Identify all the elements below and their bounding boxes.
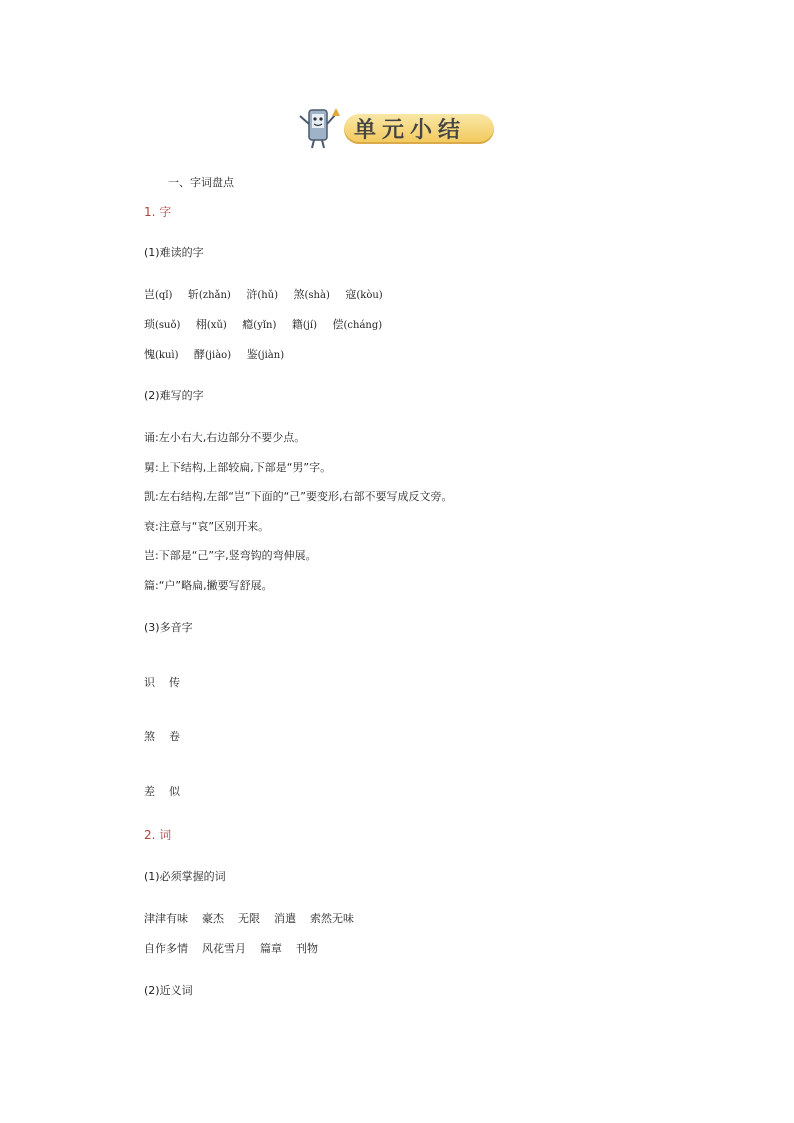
hard-write-item: 诵:左小右大,右边部分不要少点。 [144,431,306,444]
char-entry: 瘾(yǐn) [242,318,277,331]
char-entry: 琐(suǒ) [144,318,181,331]
char-entry: 栩(xǔ) [195,318,227,331]
hard-write-item: 岂:下部是“己”字,竖弯钩的弯伸展。 [144,549,317,562]
polyphone-label: (3)多音字 [144,621,193,634]
page-title: 单元小结 [354,117,467,143]
char-entry: 酵(jiào) [194,348,232,361]
subsection-heading-ci: 2. 词 [144,828,172,842]
subsection-heading-zi: 1. 字 [144,205,172,219]
unit-summary-banner [296,104,498,150]
char-entry: 愧(kuì) [144,348,179,361]
char-entry: 斩(zhǎn) [187,288,231,301]
char-entry: 煞(shà) [293,288,330,301]
book-mascot-icon [296,104,342,150]
synonyms-label: (2)近义词 [144,984,193,997]
char-entry: 偿(cháng) [332,318,383,331]
hard-write-item: 凯:左右结构,左部“岂”下面的“己”要变形,右部不要写成反文旁。 [144,490,453,503]
char-entry: 籍(jí) [291,318,317,331]
char-entry: 鉴(jiàn) [246,348,285,361]
char-entry: 浒(hǔ) [246,288,279,301]
word-row: 津津有味 豪杰 无限 消遣 索然无味 [144,912,354,925]
hard-read-row [144,316,394,332]
section-heading: 一、字词盘点 [168,176,234,189]
polyphone-pair: 识 传 [144,676,180,689]
hard-write-item: 衰:注意与“哀”区别开来。 [144,520,270,533]
polyphone-pair: 差 似 [144,785,180,798]
hard-write-item: 舅:上下结构,上部较扁,下部是“男”字。 [144,461,332,474]
hard-read-row [144,286,395,302]
char-entry: 岂(qǐ) [144,288,173,301]
char-entry: 寇(kòu) [345,288,383,301]
word-row: 自作多情 风花雪月 篇章 刊物 [144,942,318,955]
must-master-label: (1)必须掌握的词 [144,870,226,883]
hard-read-label: (1)难读的字 [144,246,204,259]
polyphone-pair: 煞 卷 [144,730,180,743]
hard-read-row [144,346,296,362]
hard-write-item: 篇:“户”略扁,撇要写舒展。 [144,579,273,592]
hard-write-label: (2)难写的字 [144,389,204,402]
